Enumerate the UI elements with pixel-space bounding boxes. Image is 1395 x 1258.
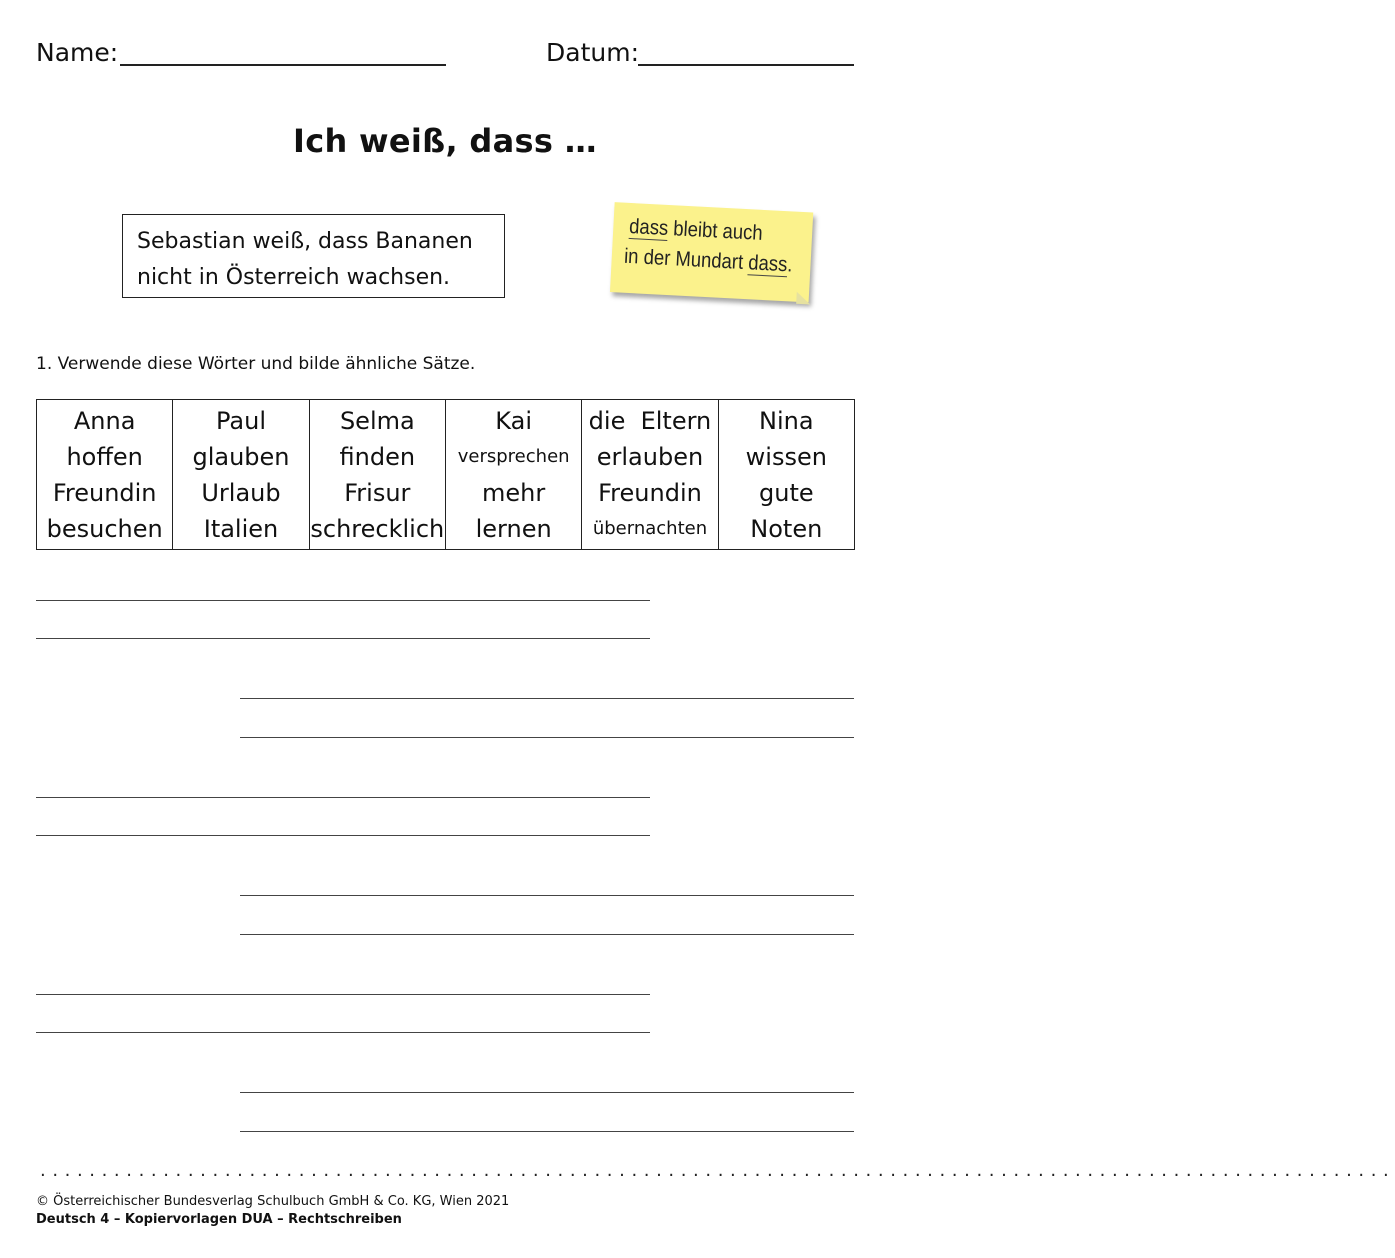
example-box <box>122 214 505 298</box>
object-word: Freundin <box>598 479 702 507</box>
writing-line[interactable] <box>240 934 854 935</box>
example-line-2: nicht in Österreich wachsen. <box>137 265 451 290</box>
footer-copyright: © Österreichischer Bundesverlag Schulbuch GmbH & Co. KG, Wien 2021 <box>36 1194 510 1209</box>
word-column <box>718 400 854 550</box>
object-word: Freundin <box>52 479 157 507</box>
complement-word: lernen <box>475 515 552 543</box>
complement-word: Noten <box>750 515 823 543</box>
instruction: 1. Verwende diese Wörter und bilde ähnliche Sätze. <box>36 354 476 374</box>
writing-line[interactable] <box>36 797 650 798</box>
subject-word: die Eltern <box>588 407 712 435</box>
verb-word: erlauben <box>596 443 704 471</box>
subject-word: Anna <box>73 407 136 435</box>
word-table <box>36 399 855 550</box>
subject-word: Nina <box>759 407 814 435</box>
footer-series: Deutsch 4 – Kopiervorlagen DUA – Rechtschreiben <box>36 1212 402 1227</box>
writing-line[interactable] <box>240 698 854 699</box>
note-line2-start: in der Mundart <box>623 244 749 275</box>
complement-word: schrecklich <box>310 515 445 543</box>
object-word: mehr <box>482 479 546 507</box>
page-title: Ich weiß, dass … <box>293 122 597 160</box>
example-line-1: Sebastian weiß, dass Bananen <box>137 229 473 254</box>
verb-word: hoffen <box>66 443 143 471</box>
verb-word: glauben <box>192 443 290 471</box>
name-field[interactable] <box>120 64 446 66</box>
writing-line[interactable] <box>36 835 650 836</box>
object-word: Frisur <box>344 479 411 507</box>
writing-line[interactable] <box>36 600 650 601</box>
table-row <box>37 400 855 550</box>
subject-word: Kai <box>495 407 532 435</box>
sticky-note <box>610 202 841 310</box>
complement-word: übernachten <box>592 518 708 539</box>
note-line1-rest: bleibt auch <box>667 217 764 245</box>
name-label: Name: <box>36 38 119 67</box>
object-word: Urlaub <box>201 479 281 507</box>
note-line-1 <box>629 215 764 246</box>
note-line2-end: . <box>786 253 794 277</box>
writing-line[interactable] <box>36 1032 650 1033</box>
word-column <box>582 400 718 550</box>
dotted-separator: .............................................................................................................. <box>40 1160 1395 1181</box>
subject-word: Paul <box>216 407 266 435</box>
complement-word: Italien <box>203 515 279 543</box>
writing-line[interactable] <box>36 994 650 995</box>
word-column <box>37 400 173 550</box>
word-column <box>173 400 309 550</box>
verb-word: versprechen <box>457 446 570 467</box>
writing-line[interactable] <box>240 895 854 896</box>
note-dass-underlined-2: dass <box>747 251 788 277</box>
word-column <box>445 400 581 550</box>
date-field[interactable] <box>638 64 854 66</box>
writing-line[interactable] <box>36 638 650 639</box>
verb-word: wissen <box>745 443 827 471</box>
complement-word: besuchen <box>46 515 163 543</box>
writing-line[interactable] <box>240 1131 854 1132</box>
date-label: Datum: <box>546 38 639 67</box>
word-column <box>309 400 445 550</box>
verb-word: finden <box>339 443 416 471</box>
writing-line[interactable] <box>240 1092 854 1093</box>
page-curl-icon <box>796 292 811 305</box>
writing-line[interactable] <box>240 737 854 738</box>
subject-word: Selma <box>339 407 415 435</box>
object-word: gute <box>759 479 814 507</box>
note-line-2 <box>624 245 794 278</box>
note-dass-underlined: dass <box>628 214 669 240</box>
